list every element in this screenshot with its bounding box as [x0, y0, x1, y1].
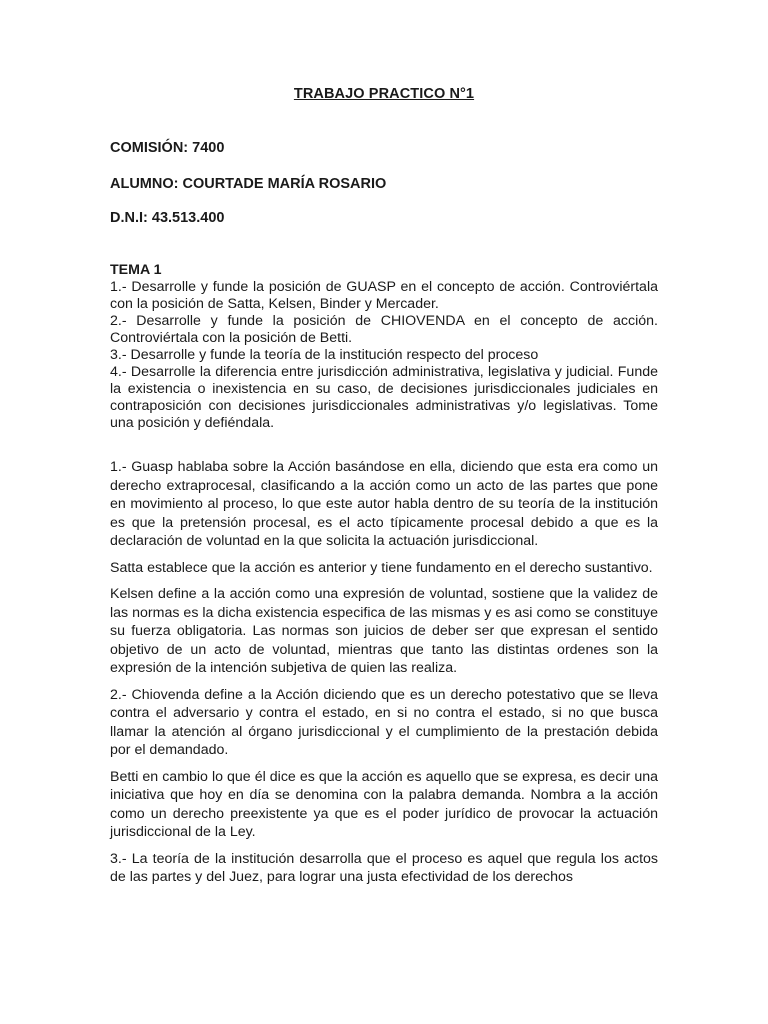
question-2: 2.- Desarrolle y funde la posición de CHIOVENDA en el concepto de acción. Controviértala con la posición de Betti. — [110, 313, 658, 346]
question-1: 1.- Desarrolle y funde la posición de GUASP en el concepto de acción. Controviértala con la posición de Satta, Kelsen, Binder y Mercader. — [110, 279, 658, 312]
question-3: 3.- Desarrolle y funde la teoría de la institución respecto del proceso — [110, 347, 539, 363]
document-title: TRABAJO PRACTICO N°1 — [293, 86, 475, 102]
answer-paragraph-4: 2.- Chiovenda define a la Acción diciendo que es un derecho potestativo que se lleva contra el adversario y contra el estado, en si no contra el estado, si no que busca llamar la atención al órgano jurisdiccional y el cumplimiento de la prestación debida por el demandado. — [110, 686, 658, 758]
question-4: 4.- Desarrolle la diferencia entre jurisdicción administrativa, legislativa y judicial. Funde la existencia o inexistencia en su caso, de decisiones jurisdiccionales judiciales en contraposición con decisiones jurisdiccionales administrativas y/o legislativas. Tome una posición y defiéndala. — [110, 364, 658, 431]
answer-paragraph-1: 1.- Guasp hablaba sobre la Acción basándose en ella, diciendo que esta era como un derecho extraprocesal, clasificando a la acción como un acto de las partes que pone en movimiento al proceso, lo que este autor habla dentro de su teoría de la institución es que la pretensión procesal, es el acto típicamente procesal debido a que es la declaración de voluntad en la que solicita la actuación jurisdiccional. — [110, 459, 658, 549]
answer-paragraph-2: Satta establece que la acción es anterior y tiene fundamento en el derecho sustantivo. — [110, 559, 653, 576]
answers-section — [110, 458, 658, 895]
comision-field: COMISIÓN: 7400 — [110, 140, 225, 156]
tema-section — [110, 262, 658, 432]
alumno-field: ALUMNO: COURTADE MARÍA ROSARIO — [110, 176, 387, 192]
answer-paragraph-3: Kelsen define a la acción como una expresión de voluntad, sostiene que la validez de las normas es la dicha existencia especifica de las mismas y es asi como se constituye su fuerza obligatoria. Las normas son juicios de deber ser que expresan el sentido objetivo de un acto de voluntad, mientras que tanto las distintas ordenes son la expresión de la intención subjetiva de quien las realiza. — [110, 586, 658, 676]
tema-heading: TEMA 1 — [110, 262, 162, 278]
answer-paragraph-6: 3.- La teoría de la institución desarrolla que el proceso es aquel que regula los actos de las partes y del Juez, para lograr una justa efectividad de los derechos — [110, 850, 658, 885]
answer-paragraph-5: Betti en cambio lo que él dice es que la acción es aquello que se expresa, es decir una iniciativa que hoy en día se denomina con la palabra demanda. Nombra a la acción como un derecho preexistente ya que es el poder jurídico de provocar la actuación jurisdiccional de la Ley. — [110, 768, 658, 840]
dni-field: D.N.I: 43.513.400 — [110, 210, 225, 226]
